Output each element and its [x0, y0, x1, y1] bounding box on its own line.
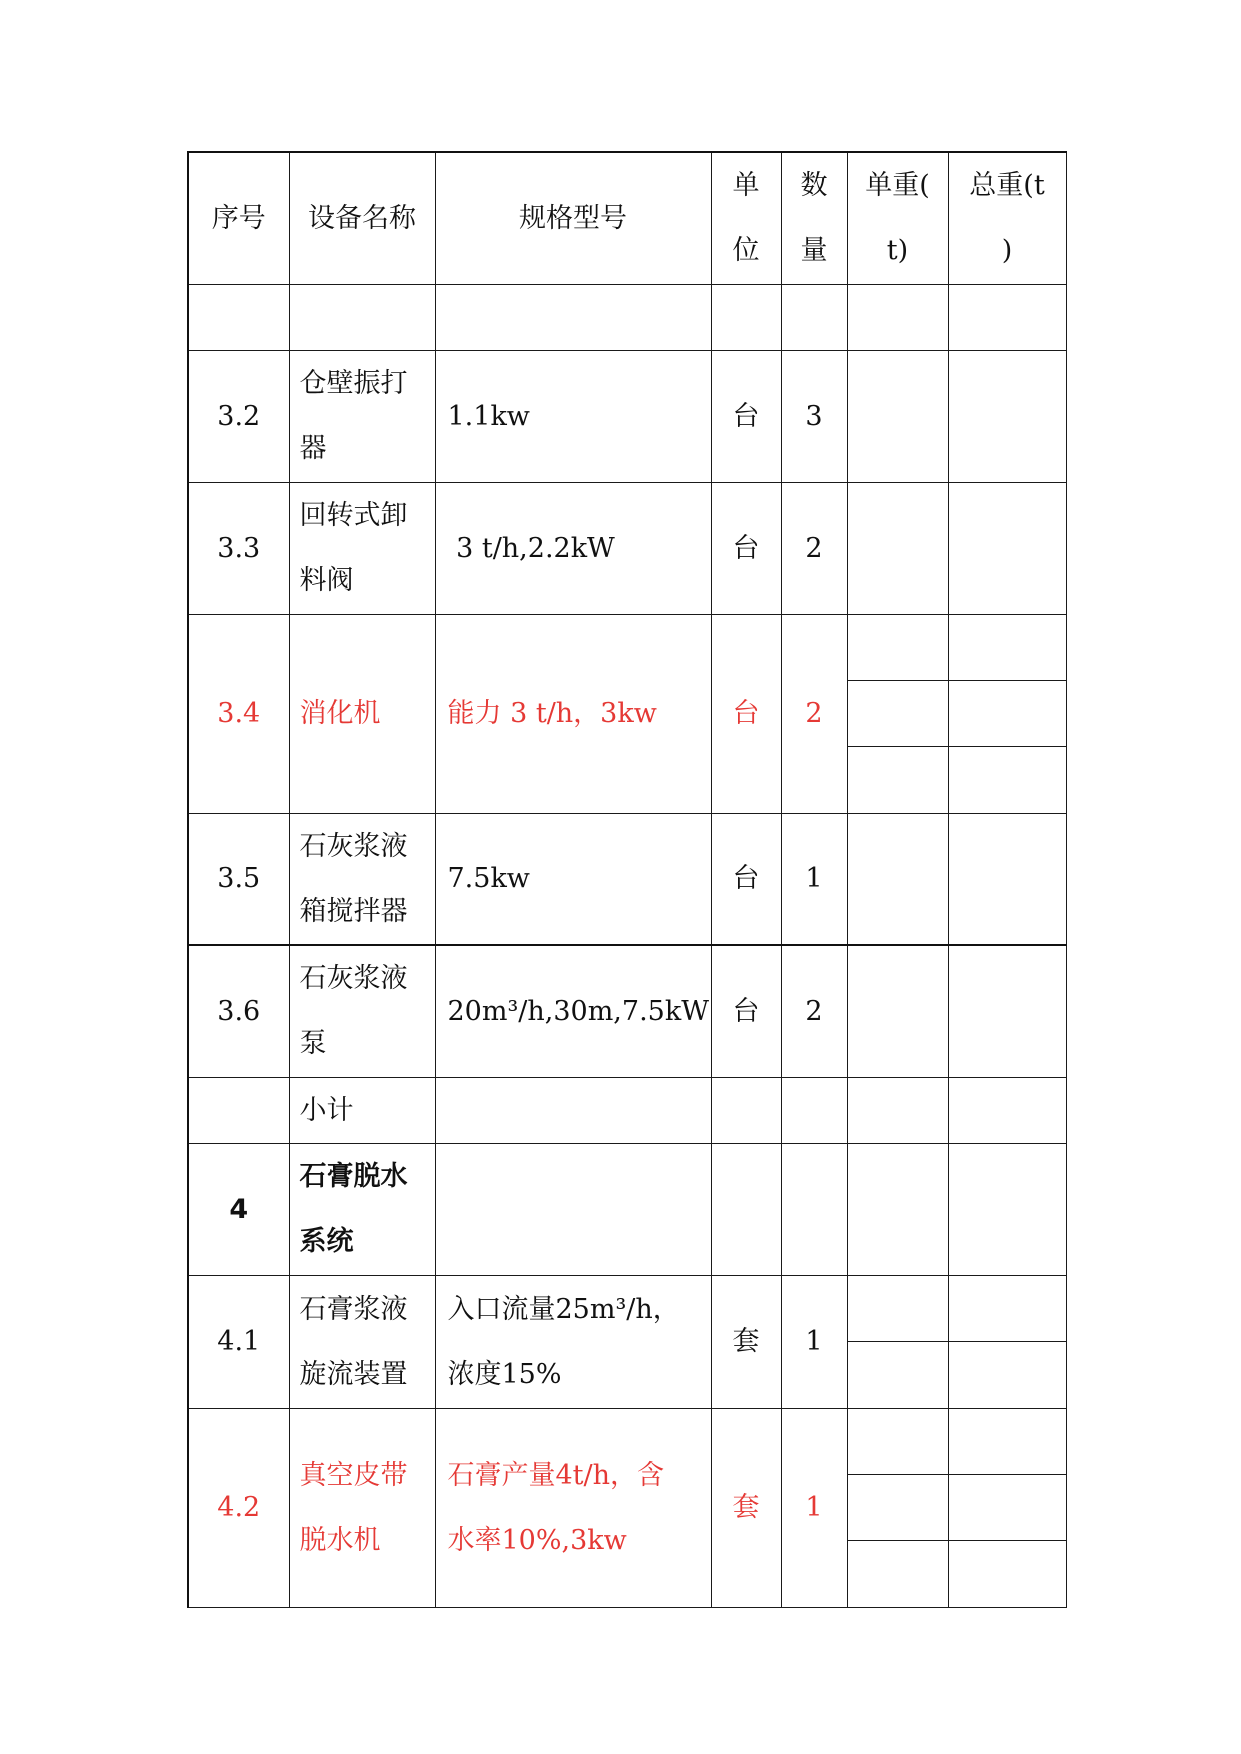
header-spec: 规格型号 — [435, 152, 711, 284]
row-name: 石灰浆液 泵 — [289, 945, 435, 1077]
row-name: 消化机 — [289, 614, 435, 813]
row-qty: 1 — [781, 1275, 847, 1408]
row-spec: 能力 3 t/h，3kw — [435, 614, 711, 813]
table-row-highlighted — [188, 1408, 1066, 1607]
row-unit: 台 — [711, 945, 781, 1077]
row-unit: 套 — [711, 1275, 781, 1408]
header-qty: 数 量 — [781, 152, 847, 284]
row-spec: 7.5kw — [435, 813, 711, 945]
header-unit-weight: 单重( t) — [847, 152, 948, 284]
row-name: 石膏浆液 旋流装置 — [289, 1275, 435, 1408]
row-qty: 1 — [781, 813, 847, 945]
row-unit: 台 — [711, 350, 781, 482]
row-name: 石膏脱水 系统 — [289, 1143, 435, 1275]
row-index: 4.1 — [188, 1275, 289, 1408]
row-index: 3.3 — [188, 482, 289, 614]
header-name: 设备名称 — [289, 152, 435, 284]
row-spec: 20m³/h,30m,7.5kW — [435, 945, 711, 1077]
row-name: 石灰浆液 箱搅拌器 — [289, 813, 435, 945]
table-row — [188, 350, 1066, 482]
row-qty: 3 — [781, 350, 847, 482]
row-index: 3.6 — [188, 945, 289, 1077]
row-qty: 2 — [781, 482, 847, 614]
row-qty: 2 — [781, 945, 847, 1077]
row-name: 回转式卸 料阀 — [289, 482, 435, 614]
table-row-section — [188, 1143, 1066, 1275]
header-total-weight: 总重(t ) — [948, 152, 1066, 284]
row-unit: 套 — [711, 1408, 781, 1607]
row-unit: 台 — [711, 482, 781, 614]
table-row — [188, 945, 1066, 1077]
row-spec: 1.1kw — [435, 350, 711, 482]
row-name: 小计 — [289, 1077, 435, 1143]
row-index — [188, 1077, 289, 1143]
row-unit: 台 — [711, 813, 781, 945]
row-index: 4 — [188, 1143, 289, 1275]
row-qty: 2 — [781, 614, 847, 813]
row-spec: 3 t/h,2.2kW — [435, 482, 711, 614]
equipment-table — [187, 151, 1067, 1608]
header-unit: 单 位 — [711, 152, 781, 284]
row-index: 3.4 — [188, 614, 289, 813]
row-index: 3.5 — [188, 813, 289, 945]
table-row — [188, 813, 1066, 945]
table-row — [188, 482, 1066, 614]
row-unit: 台 — [711, 614, 781, 813]
table-row-empty — [188, 284, 1066, 350]
table-row-subtotal — [188, 1077, 1066, 1143]
header-index: 序号 — [188, 152, 289, 284]
table-row-highlighted — [188, 614, 1066, 813]
row-unit-weight — [847, 614, 948, 813]
row-index: 3.2 — [188, 350, 289, 482]
row-index: 4.2 — [188, 1408, 289, 1607]
row-spec: 石膏产量4t/h，含 水率10%,3kw — [435, 1408, 711, 1607]
row-spec: 入口流量25m³/h， 浓度15% — [435, 1275, 711, 1408]
header-row — [188, 152, 1066, 284]
row-qty: 1 — [781, 1408, 847, 1607]
row-name: 仓壁振打 器 — [289, 350, 435, 482]
row-total-weight — [948, 614, 1066, 813]
table-row — [188, 1275, 1066, 1408]
row-name: 真空皮带 脱水机 — [289, 1408, 435, 1607]
